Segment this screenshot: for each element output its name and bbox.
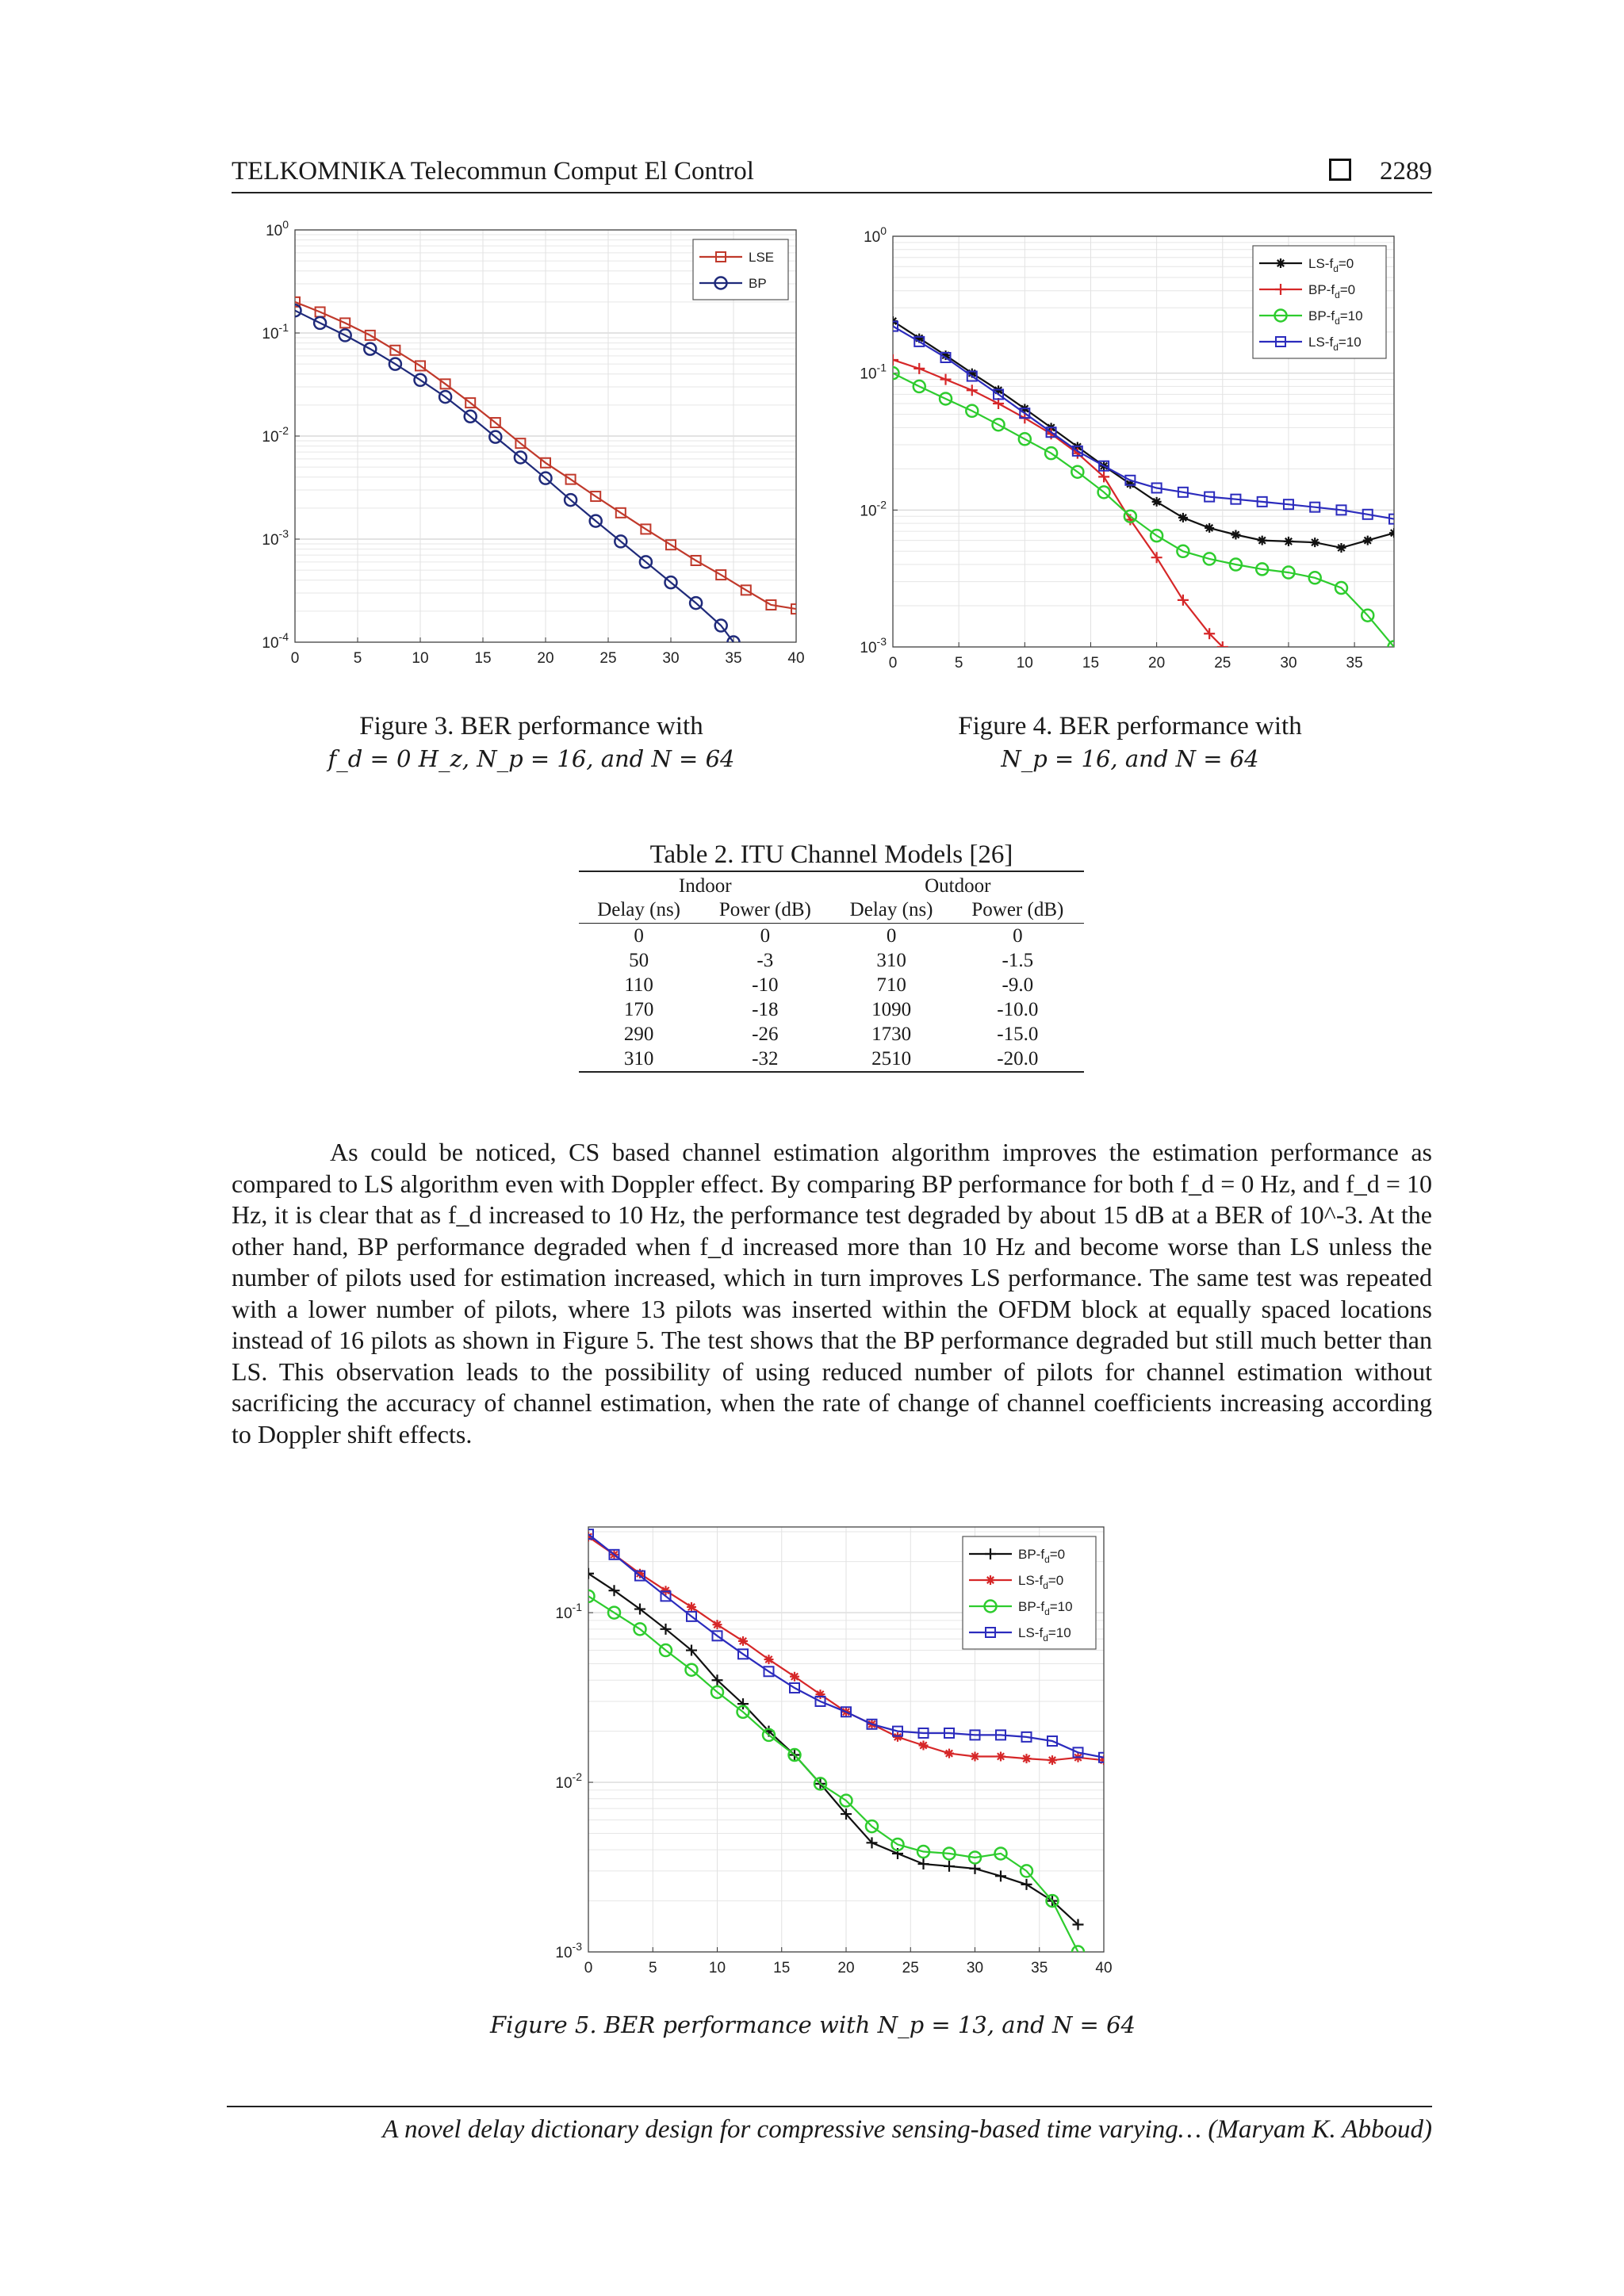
data-point <box>1389 528 1399 538</box>
y-tick-label: $10^{-2}$ <box>860 498 887 520</box>
data-point <box>1231 530 1240 539</box>
itu-channel-table <box>579 871 1084 1073</box>
figure-5-caption <box>444 2009 1182 2042</box>
table-2-title: Table 2. ITU Channel Models [26] <box>649 840 1013 869</box>
table-cell: 0 <box>886 925 897 947</box>
table-row <box>579 924 1084 949</box>
table-cell: 310 <box>579 1047 699 1072</box>
figure-3-caption-line1: Figure 3. BER performance with <box>359 712 703 740</box>
table-cell: -20.0 <box>952 1047 1084 1072</box>
table-2 <box>579 839 1084 1073</box>
running-footer <box>227 2106 1432 2145</box>
legend-label: $BP-f_d=10$ <box>1308 308 1363 327</box>
y-tick-label: $10^{-2}$ <box>555 1770 582 1793</box>
table-cell: 0 <box>760 925 771 947</box>
figure-4 <box>845 220 1405 680</box>
x-tick-label: 15 <box>1082 655 1100 672</box>
table-cell: 0 <box>634 925 644 947</box>
data-point <box>1258 536 1267 545</box>
figure-4-caption-line1: Figure 4. BER performance with <box>958 712 1302 740</box>
x-tick-label: 10 <box>412 650 429 667</box>
figure-3-chart <box>244 220 815 680</box>
data-point <box>687 1602 696 1612</box>
table-cell: 2510 <box>831 1047 951 1072</box>
x-tick-label: 40 <box>1095 1960 1113 1976</box>
data-point <box>764 1655 774 1664</box>
table-row <box>579 997 1084 1022</box>
table-row <box>579 1047 1084 1072</box>
x-tick-label: 35 <box>1346 655 1363 672</box>
y-tick-label: $10^{-3}$ <box>262 527 289 549</box>
table-cell: 0 <box>1013 925 1023 947</box>
legend-label: $LS-f_d=10$ <box>1018 1625 1071 1644</box>
y-tick-label: $10^{-4}$ <box>262 630 289 652</box>
table-cell: -32 <box>699 1047 831 1072</box>
table-cell: 1090 <box>871 999 912 1020</box>
running-header <box>232 152 1432 193</box>
x-tick-label: 35 <box>725 650 742 667</box>
table-cell: -9.0 <box>1002 974 1034 996</box>
data-point <box>971 1751 980 1761</box>
x-tick-label: 15 <box>773 1960 791 1976</box>
y-tick-label: $10^{-1}$ <box>262 321 289 342</box>
x-tick-label: 0 <box>584 1960 593 1976</box>
x-tick-label: 25 <box>902 1960 919 1976</box>
x-tick-label: 30 <box>966 1960 984 1976</box>
figure-5-caption-math: Figure 5. BER performance with N_p = 13, and N = 64 <box>490 2011 1136 2038</box>
figure-5 <box>515 1516 1118 1982</box>
legend-label: $BP-f_d=10$ <box>1018 1599 1073 1617</box>
figure-4-caption-math: N_p = 16, and N = 64 <box>1001 745 1259 772</box>
data-point <box>738 1636 748 1646</box>
footer-text: A novel delay dictionary design for compressive sensing-based time varying… (Maryam K. Abboud) <box>382 2115 1432 2144</box>
figure-5-chart <box>515 1516 1118 1982</box>
body-paragraph: As could be noticed, CS based channel estimation algorithm improves the estimation performance as compared to LS algorithm even with Doppler effect. By comparing BP performance for both f_d = 0 Hz, and f_d = 10 Hz, it is clear that as f_d increased to 10 Hz, the performance test degraded by about 15 dB at a BER of 10^-3. At the other hand, BP performance degraded when f_d increased more than 10 Hz and become worse than LS unless the number of pilots used for estimation increased, which in turn improves LS performance. The same test was repeated with a lower number of pilots, where 13 pilots was inserted within the OFDM block at equally spaced locations instead of 16 pilots as shown in Figure 5. The test shows that the BP performance degraded but still much better than LS. This observation leads to the possibility of using reduced number of pilots for channel estimation without sacrificing the accuracy of channel estimation, when the rate of change of channel coefficients increasing according to Doppler shift effects. <box>232 1138 1432 1448</box>
legend-label: $LS-f_d=10$ <box>1308 335 1362 353</box>
data-point <box>986 1575 995 1585</box>
figure-4-caption-line2 <box>896 743 1364 775</box>
table-cell: 290 <box>623 1024 654 1045</box>
table-cell: -10 <box>752 974 779 996</box>
table-cell: 710 <box>876 974 906 996</box>
data-point <box>816 1689 825 1699</box>
y-tick-label: $10^{-3}$ <box>555 1940 582 1961</box>
table-cell: 310 <box>876 950 906 971</box>
table-group-header <box>579 871 1084 897</box>
data-point <box>1048 1755 1057 1765</box>
table-cell: -3 <box>756 950 774 971</box>
y-tick-label: $10^{-1}$ <box>555 1601 582 1623</box>
y-tick-label: $10^{-3}$ <box>860 635 887 656</box>
table-cell: 50 <box>629 950 649 971</box>
figure-4-chart <box>845 220 1405 680</box>
x-tick-label: 30 <box>1280 655 1297 672</box>
table-cell: 170 <box>623 999 654 1020</box>
group-outdoor: Outdoor <box>831 871 1084 897</box>
legend-label: $LS-f_d=0$ <box>1308 256 1354 274</box>
body-text <box>232 1137 1432 1450</box>
legend-label: $BP-f_d=0$ <box>1018 1547 1066 1565</box>
data-point <box>1276 258 1285 268</box>
x-tick-label: 5 <box>954 655 963 672</box>
legend-box <box>693 239 788 300</box>
figure-3 <box>244 220 815 680</box>
x-tick-label: 40 <box>787 650 805 667</box>
data-point <box>1152 497 1162 507</box>
legend-label: LSE <box>749 250 775 265</box>
table-cell: -15.0 <box>997 1024 1039 1045</box>
col-header: Delay (ns) <box>579 897 699 924</box>
figure-3-caption <box>285 710 777 775</box>
x-tick-label: 5 <box>648 1960 657 1976</box>
x-tick-label: 5 <box>353 650 362 667</box>
table-row <box>579 973 1084 997</box>
col-header: Delay (ns) <box>831 897 951 924</box>
table-column-header <box>579 897 1084 924</box>
x-tick-label: 10 <box>1016 655 1033 672</box>
table-row <box>579 948 1084 973</box>
x-tick-label: 25 <box>1214 655 1231 672</box>
table-cell: 1730 <box>871 1024 912 1045</box>
data-point <box>919 1741 929 1751</box>
y-tick-label: $10^0$ <box>864 224 887 246</box>
x-tick-label: 30 <box>662 650 680 667</box>
group-indoor: Indoor <box>579 871 831 897</box>
legend-label: BP <box>749 276 767 291</box>
x-tick-label: 20 <box>1148 655 1166 672</box>
page-number: 2289 <box>1380 157 1432 186</box>
y-tick-label: $10^0$ <box>266 220 289 239</box>
y-tick-label: $10^{-1}$ <box>860 361 887 383</box>
data-point <box>893 1732 902 1742</box>
x-tick-label: 35 <box>1031 1960 1048 1976</box>
figure-4-caption <box>896 710 1364 775</box>
x-tick-label: 15 <box>474 650 492 667</box>
table-cell: -18 <box>752 999 779 1020</box>
journal-name: TELKOMNIKA Telecommun Comput El Control <box>232 157 754 186</box>
x-tick-label: 0 <box>888 655 898 672</box>
data-point <box>1022 1754 1032 1763</box>
page-number-block <box>1329 157 1432 186</box>
table-cell: -1.5 <box>1002 950 1034 971</box>
y-tick-label: $10^{-2}$ <box>262 424 289 446</box>
x-tick-label: 20 <box>537 650 554 667</box>
table-cell: -26 <box>752 1024 779 1045</box>
figure-5-caption-text <box>444 2009 1182 2042</box>
x-tick-label: 20 <box>837 1960 855 1976</box>
figure-3-caption-line2 <box>285 743 777 775</box>
x-tick-label: 10 <box>708 1960 726 1976</box>
table-cell: 110 <box>624 974 653 996</box>
legend-label: $LS-f_d=0$ <box>1018 1573 1064 1591</box>
table-cell: -10.0 <box>997 999 1039 1020</box>
x-tick-label: 25 <box>599 650 617 667</box>
col-header: Power (dB) <box>952 897 1084 924</box>
col-header: Power (dB) <box>699 897 831 924</box>
square-bullet-icon <box>1329 159 1351 181</box>
data-point <box>996 1751 1005 1761</box>
table-row <box>579 1022 1084 1047</box>
x-tick-label: 0 <box>290 650 300 667</box>
figure-3-caption-math: f_d = 0 H_z, N_p = 16, and N = 64 <box>327 745 735 772</box>
legend-label: $BP-f_d=0$ <box>1308 282 1356 300</box>
